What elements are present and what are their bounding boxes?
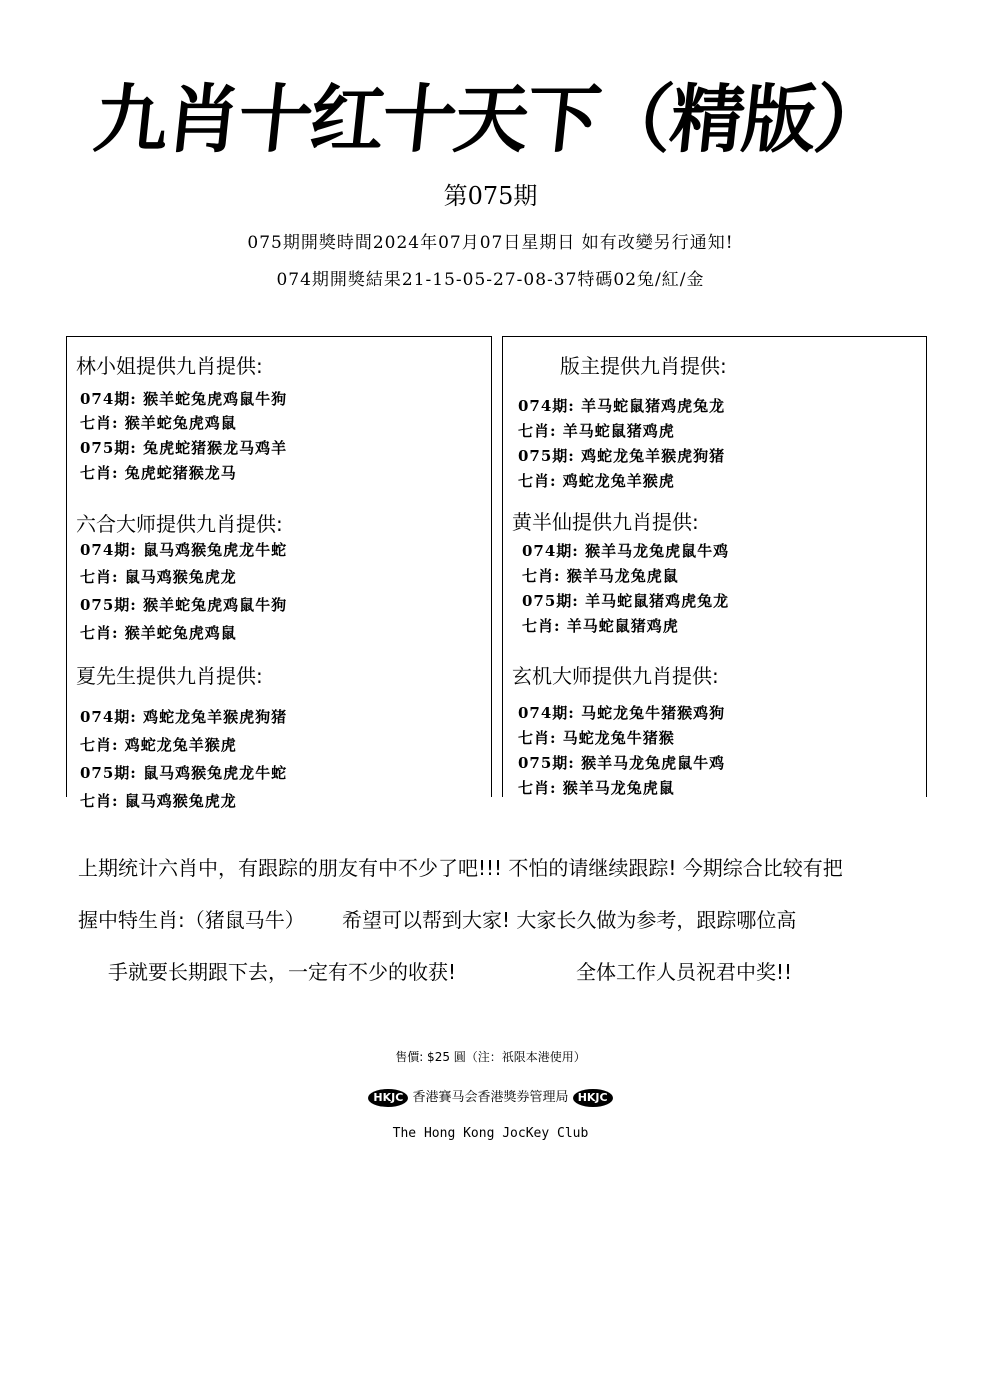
hkjc-logo-icon: HKJC <box>368 1089 408 1107</box>
section-line: 074期: 猴羊蛇兔虎鸡鼠牛狗 <box>80 390 288 408</box>
section-line: 075期: 羊马蛇鼠猪鸡虎兔龙 <box>522 592 730 610</box>
section-line: 七肖: 猴羊马龙兔虎鼠 <box>522 567 679 585</box>
message-line-3a: 手就要长期跟下去，一定有不少的收获! <box>108 960 457 984</box>
section-line: 074期: 鼠马鸡猴兔虎龙牛蛇 <box>80 541 288 559</box>
section-line: 七肖: 猴羊马龙兔虎鼠 <box>518 779 675 797</box>
section-line: 七肖: 鼠马鸡猴兔虎龙 <box>80 792 237 810</box>
section-title-xia: 夏先生提供九肖提供: <box>76 664 263 688</box>
org-name-english: The Hong Kong JocKey Club <box>392 1126 589 1141</box>
section-line: 七肖: 兔虎蛇猪猴龙马 <box>80 464 237 482</box>
section-line: 075期: 兔虎蛇猪猴龙马鸡羊 <box>80 439 288 457</box>
section-line: 075期: 猴羊蛇兔虎鸡鼠牛狗 <box>80 596 288 614</box>
section-line: 七肖: 马蛇龙兔牛猪猴 <box>518 729 675 747</box>
message-line-1: 上期统计六肖中，有跟踪的朋友有中不少了吧!!! 不怕的请继续跟踪! 今期综合比较有把 <box>78 856 843 880</box>
section-title-xuanji: 玄机大师提供九肖提供: <box>512 664 719 688</box>
hkjc-logo-icon: HKJC <box>573 1089 613 1107</box>
section-line: 七肖: 鼠马鸡猴兔虎龙 <box>80 568 237 586</box>
section-line: 七肖: 鸡蛇龙兔羊猴虎 <box>518 472 675 490</box>
org-name: 香港賽马会香港獎券管理局 <box>412 1090 569 1105</box>
section-line: 074期: 猴羊马龙兔虎鼠牛鸡 <box>522 542 730 560</box>
section-line: 074期: 鸡蛇龙兔羊猴虎狗猪 <box>80 708 288 726</box>
section-title-huang: 黄半仙提供九肖提供: <box>512 510 699 534</box>
last-draw-result: 074期開獎結果21-15-05-27-08-37特碼02兔/紅/金 <box>276 270 705 290</box>
footer-org-row <box>0 1086 981 1107</box>
section-line: 075期: 鼠马鸡猴兔虎龙牛蛇 <box>80 764 288 782</box>
section-line: 074期: 马蛇龙兔牛猪猴鸡狗 <box>518 704 726 722</box>
page-title: 九肖十红十天下（精版） <box>89 77 892 163</box>
section-line: 七肖: 鸡蛇龙兔羊猴虎 <box>80 736 237 754</box>
issue-number: 第075期 <box>443 182 538 210</box>
section-line: 七肖: 猴羊蛇兔虎鸡鼠 <box>80 414 237 432</box>
message-line-2b: 希望可以帮到大家! 大家长久做为参考，跟踪哪位高 <box>342 908 797 932</box>
section-line: 075期: 猴羊马龙兔虎鼠牛鸡 <box>518 754 726 772</box>
section-line: 七肖: 羊马蛇鼠猪鸡虎 <box>522 617 679 635</box>
section-title-lin: 林小姐提供九肖提供: <box>76 354 263 378</box>
section-title-liuhe: 六合大师提供九肖提供: <box>76 512 283 536</box>
section-line: 075期: 鸡蛇龙兔羊猴虎狗猪 <box>518 447 726 465</box>
price-note: 售價: $25 圓（注：祇限本港使用） <box>395 1050 586 1064</box>
section-line: 七肖: 猴羊蛇兔虎鸡鼠 <box>80 624 237 642</box>
section-line: 074期: 羊马蛇鼠猪鸡虎兔龙 <box>518 397 726 415</box>
section-title-admin: 版主提供九肖提供: <box>560 354 727 378</box>
section-line: 七肖: 羊马蛇鼠猪鸡虎 <box>518 422 675 440</box>
message-line-3b: 全体工作人员祝君中奖!! <box>576 960 793 984</box>
message-line-2a: 握中特生肖:（猪鼠马牛） <box>78 908 305 932</box>
draw-time-notice: 075期開獎時間2024年07月07日星期日 如有改變另行通知! <box>247 233 734 253</box>
